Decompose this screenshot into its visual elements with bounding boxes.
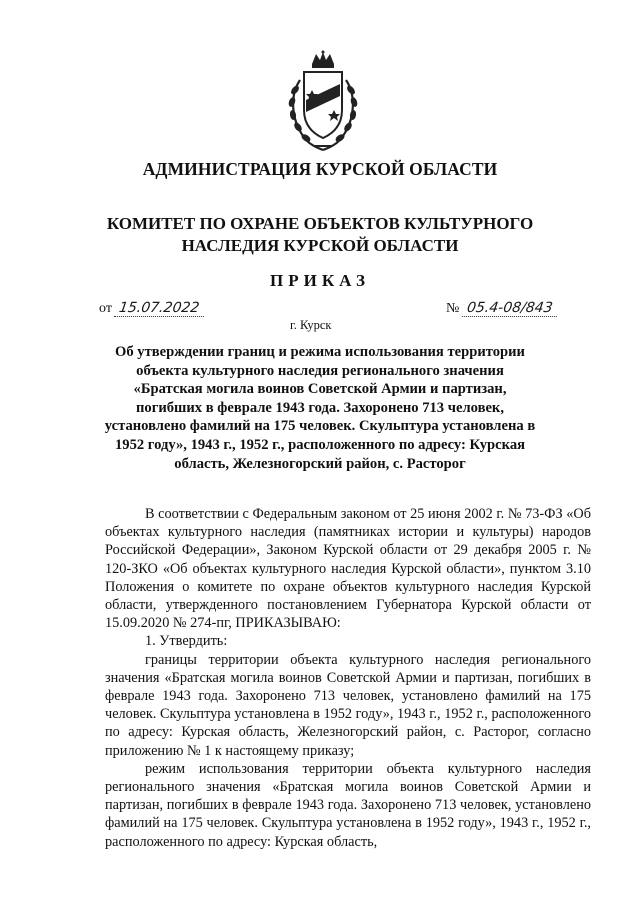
order-subject: Об утверждении границ и режима использования территории объекта культурного наследия регионального значения «Братская могила воинов Советской Армии и партизан, погибших в феврале 1943 года. Захоронено 713 человек, установлено фамилий на 175 человек. Скульптура установлена в 1952 году», 1943 г., 1952 г., расположенного по адресу: Курская область, Железногорский район, с. Расторог — [104, 344, 536, 472]
document-type-title: ПРИКАЗ — [270, 271, 370, 290]
coat-of-arms-icon — [282, 50, 364, 154]
order-body — [105, 505, 591, 851]
committee-title: КОМИТЕТ ПО ОХРАНЕ ОБЪЕКТОВ КУЛЬТУРНОГО НАСЛЕДИЯ КУРСКОЙ ОБЛАСТИ — [106, 214, 534, 255]
number-label: № — [446, 301, 460, 316]
city-label: г. Курск — [290, 318, 332, 332]
item-1: 1. Утвердить: — [145, 633, 228, 650]
date-label: от — [99, 301, 112, 316]
order-date: 15.07.2022 — [114, 300, 207, 317]
regime-paragraph: режим использования территории объекта культурного наследия регионального значения «Братская могила воинов Советской Армии и партизан, погибших в феврале 1943 года. Захоронено 713 человек, установлено фамилий на 175 человек. Скульптура установлена в 1952 году», 1943 г., 1952 г., расположенного по адресу: Курская область, — [105, 760, 591, 850]
preamble-paragraph: В соответствии с Федеральным законом от 25 июня 2002 г. № 73-ФЗ «Об объектах культурного наследия (памятниках истории и культуры) народов Российской Федерации», Законом Курской области от 29 декабря 2005 г. № 120-ЗКО «Об объектах культурного наследия Курской области», пунктом 3.10 Положения о комитете по охране объектов культурного наследия Курской области, утвержденного постановлением Губернатора Курской области от 15.09.2020 № 274-пг, ПРИКАЗЫВАЮ: — [105, 506, 591, 632]
order-number-line — [446, 300, 558, 317]
order-date-line — [99, 300, 206, 317]
administration-title: АДМИНИСТРАЦИЯ КУРСКОЙ ОБЛАСТИ — [142, 159, 498, 179]
order-number: 05.4-08/843 — [462, 300, 560, 317]
boundaries-paragraph: границы территории объекта культурного наследия регионального значения «Братская могила воинов Советской Армии и партизан, погибших в феврале 1943 года. Захоронено 713 человек, установлено фамилий на 175 человек. Скульптура установлена в 1952 году», 1943 г., 1952 г., расположенного по адресу: Курская область, Железногорский район, с. Расторог, согласно приложению № 1 к настоящему приказу; — [105, 651, 591, 759]
